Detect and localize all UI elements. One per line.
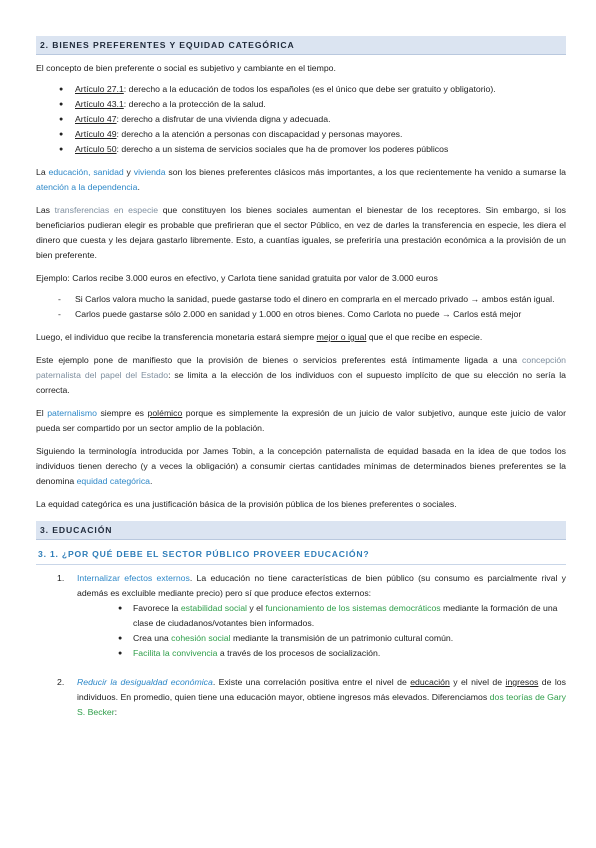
conclusion-paragraph: Luego, el individuo que recibe la transferencia monetaria estará siempre mejor o igual que el que recibe en especie. — [36, 332, 483, 342]
section-heading-bienes-preferentes: 2. BIENES PREFERENTES Y EQUIDAD CATEGÓRICA — [36, 36, 566, 55]
reason-item: 2. Reducir la desigualdad económica. Existe una correlación positiva entre el nivel de educación y el nivel de ingresos de los individuos. En promedio, quien tiene una educación mayor, obtiene ingresos más elevados. Diferenciamos dos teorías de Gary S. Becker: — [57, 677, 567, 717]
transfers-paragraph: Las transferencias en especie que constituyen los bienes sociales aumentan el bienestar de los receptores. Sin embargo, si los beneficiarios pudieran elegir es probable que prefirieran que el sector Público, en vez de darles la transferencia en especie, les diera el dinero que cuesta y les dejara gastarlo libremente. Esto, a cuantías iguales, se preferiría una prestación económica a la provisión de un bien preferente. — [36, 205, 567, 260]
articles-list — [36, 82, 566, 157]
externality-item: ● Favorece la estabilidad social y el funcionamiento de los sistemas democráticos mediante la formación de una clase de ciudadanos/votantes bien informados. — [77, 601, 566, 631]
section-heading-educacion: 3. EDUCACIÓN — [36, 521, 566, 540]
reason-item: 1. Internalizar efectos externos. La educación no tiene características de bien público (su consumo es parcialmente rival y además es excluible mediante precio) pero sí que produce efectos externos: ● Favorece la estabilidad social y el funcionamiento de los sistemas democráticos mediante la formación de una clase de ciudadanos/votantes bien informados. ● Crea una cohesión social mediante la transmisión de un patrimonio cultural común. ● Facilita la convivencia a través de los procesos de socialización. — [36, 571, 566, 661]
example-list — [36, 292, 566, 322]
article-item: ● Artículo 43.1: derecho a la protección de la salud. — [36, 97, 566, 112]
article-item: ● Artículo 27.1: derecho a la educación de todos los españoles (es el único que debe ser gratuito y obligatorio). — [36, 82, 566, 97]
paternalist-paragraph: Este ejemplo pone de manifiesto que la provisión de bienes o servicios preferentes está íntimamente ligada a una concepción paternalista del papel del Estado: se limita a la elección de los individuos con el supuesto implícito de que su elección no sería la correcta. — [36, 355, 566, 395]
article-item: ● Artículo 47: derecho a disfrutar de una vivienda digna y adecuada. — [36, 112, 566, 127]
intro-paragraph: El concepto de bien preferente o social es subjetivo y cambiante en el tiempo. — [36, 63, 336, 73]
article-item: ● Artículo 50: derecho a un sistema de servicios sociales que ha de promover los poderes públicos — [36, 142, 566, 157]
article-item: ● Artículo 49: derecho a la atención a personas con discapacidad y personas mayores. — [36, 127, 566, 142]
document-page — [36, 36, 566, 720]
example-item: - Carlos puede gastarse sólo 2.000 en sanidad y 1.000 en otros bienes. Como Carlota no puede → Carlos está mejor — [36, 307, 566, 322]
subsection-heading: 3. 1. ¿POR QUÉ DEBE EL SECTOR PÚBLICO PROVEER EDUCACIÓN? — [36, 547, 566, 565]
paternalismo-paragraph: El paternalismo siempre es polémico porque es simplemente la expresión de un juicio de valor subjetivo, aunque este juicio de valor pueda ser compartido por un sector amplio de la población. — [36, 408, 567, 433]
example-paragraph: Ejemplo: Carlos recibe 3.000 euros en efectivo, y Carlota tiene sanidad gratuita por valor de 3.000 euros — [36, 273, 438, 283]
equidad-paragraph: La equidad categórica es una justificación básica de la provisión pública de los bienes preferentes o sociales. — [36, 499, 457, 509]
tobin-paragraph: Siguiendo la terminología introducida por James Tobin, a la concepción paternalista de equidad basada en la idea de que todos los individuos tienen derecho (y a veces la obligación) a consumir ciertas cantidades mínimas de determinados bienes preferentes se la denomina equidad categórica. — [36, 446, 566, 486]
externalities-list — [77, 601, 566, 661]
classic-goods-paragraph: La educación, sanidad y vivienda son los bienes preferentes clásicos más importantes, a los que recientemente ha venido a sumarse la atención a la dependencia. — [36, 167, 566, 192]
externality-item: ● Facilita la convivencia a través de los procesos de socialización. — [77, 646, 566, 661]
example-item: - Si Carlos valora mucho la sanidad, puede gastarse todo el dinero en comprarla en el mercado privado → ambos están igual. — [36, 292, 566, 307]
reasons-list — [36, 571, 566, 720]
externality-item: ● Crea una cohesión social mediante la transmisión de un patrimonio cultural común. — [77, 631, 566, 646]
